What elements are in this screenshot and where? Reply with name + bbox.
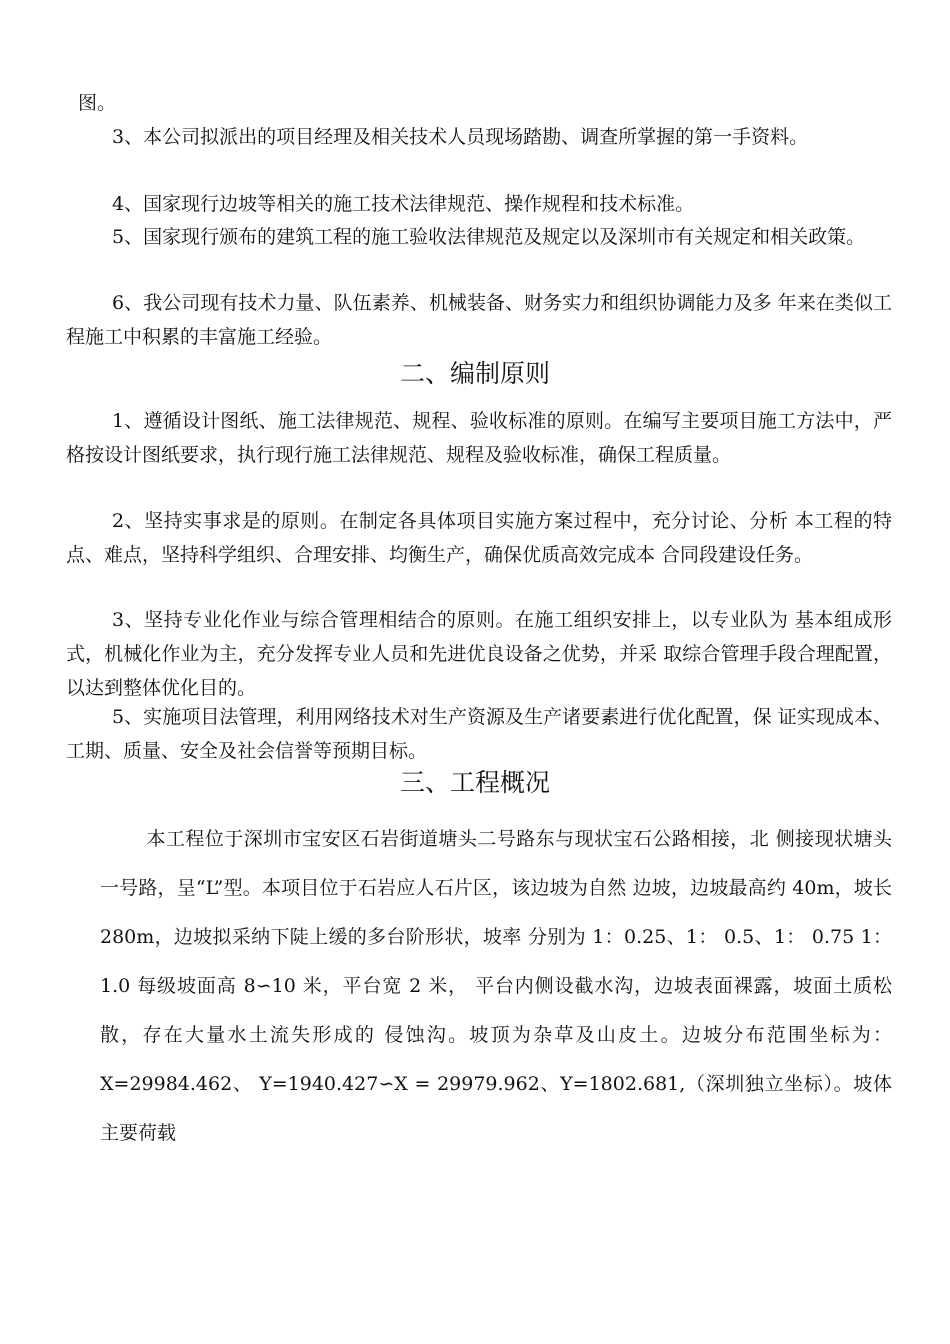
paragraph-4: 4、国家现行边坡等相关的施工技术法律规范、操作规程和技术标准。 xyxy=(112,193,695,215)
heading-compilation-principles: 二、编制原则 xyxy=(399,359,550,388)
paragraph-3: 3、本公司拟派出的项目经理及相关技术人员现场踏勘、调查所掌握的第一手资料。 xyxy=(112,126,809,148)
principle-1: 1、遵循设计图纸、施工法律规范、规程、验收标准的原则。在编写主要项目施工方法中，严格按设计图纸要求，执行现行施工法律规范、规程及验收标准，确保工程质量。 xyxy=(66,410,892,466)
project-overview-paragraph xyxy=(100,815,892,1158)
paragraph-tail: 图。 xyxy=(78,92,117,114)
principle-2: 2、坚持实事求是的原则。在制定各具体项目实施方案过程中，充分讨论、分析 本工程的特点、难点，坚持科学组织、合理安排、均衡生产，确保优质高效完成本 合同段建设任务。 xyxy=(66,510,892,566)
paragraph-5: 5、国家现行颁布的建筑工程的施工验收法律规范及规定以及深圳市有关规定和相关政策。 xyxy=(112,226,866,248)
heading-project-overview: 三、工程概况 xyxy=(399,768,550,797)
principle-3: 3、坚持专业化作业与综合管理相结合的原则。在施工组织安排上，以专业队为 基本组成形式，机械化作业为主，充分发挥专业人员和先进优良设备之优势，并采 取综合管理手段合理配置，以达到整体优化目的。 xyxy=(66,609,892,699)
paragraph-6: 6、我公司现有技术力量、队伍素养、机械装备、财务实力和组织协调能力及多 年来在类似工程施工中积累的丰富施工经验。 xyxy=(66,292,892,348)
principle-5: 5、实施项目法管理，利用网络技术对生产资源及生产诸要素进行优化配置，保 证实现成本、工期、质量、安全及社会信誉等预期目标。 xyxy=(66,706,892,762)
project-overview-text: 本工程位于深圳市宝安区石岩街道塘头二号路东与现状宝石公路相接，北 侧接现状塘头一号路，呈“L”型。本项目位于石岩应人石片区，该边坡为自然 边坡，边坡最高约 40m，坡长 280m，边坡拟采纳下陡上缓的多台阶形状，坡率 分别为 1：0.25、1： 0.5、1： 0.75 1： 1.0 每级坡面高 8∽10 米，平台宽 2 米， 平台内侧设截水沟，边坡表面裸露，坡面土质松散，存在大量水土流失形成的 侵蚀沟。坡顶为杂草及山皮土。边坡分布范围坐标为：X=29984.462、 Y=1940.427∽X = 29979.962、Y=1802.681,（深圳独立坐标）。坡体主要荷载 xyxy=(100,828,892,1144)
